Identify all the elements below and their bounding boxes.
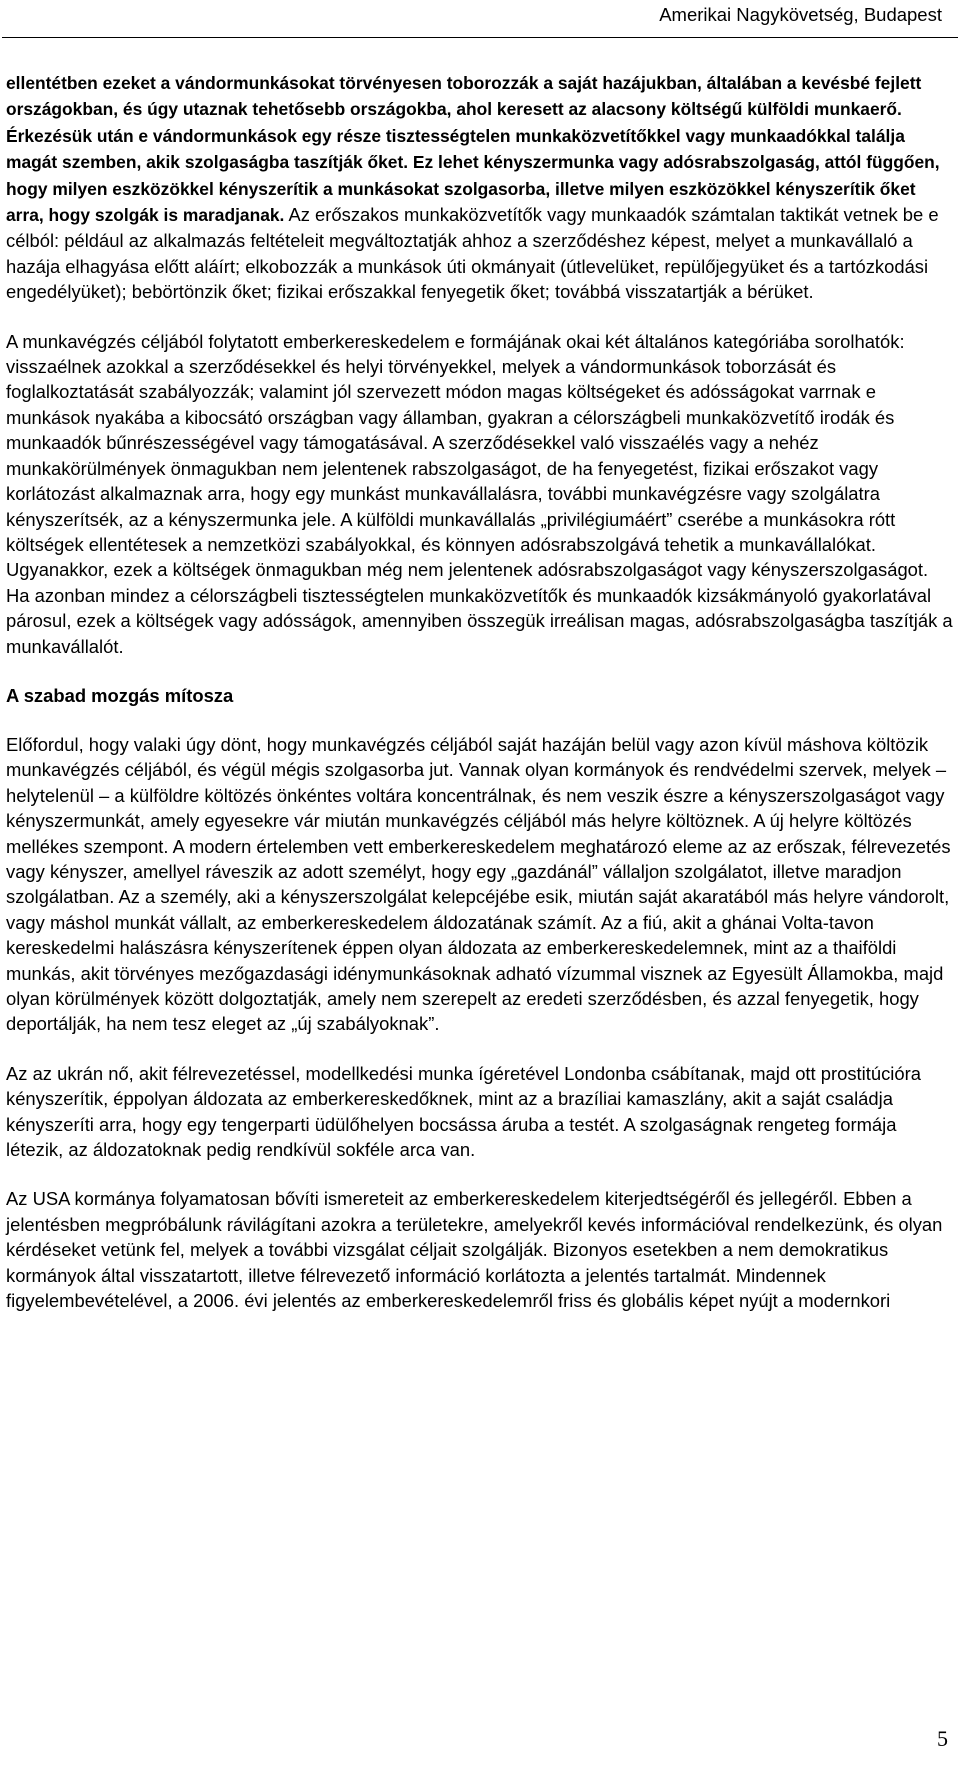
paragraph-3: Előfordul, hogy valaki úgy dönt, hogy munkavégzés céljából saját hazáján belül vagy azon kívül máshova költözik munkavégzés céljából, és végül mégis szolgasorba jut. Vannak olyan kormányok és rendvédelmi szervek, melyek – helytelenül – a külföldre költözés önkéntes voltára koncentrálnak, és nem veszik észre a kényszerszolgaságot vagy kényszermunkát, amely egyesekre vár miután munkavégzés céljából más helyre költöznek. A új helyre költözés mellékes szempont. A modern értelemben vett emberkereskedelem meghatározó eleme az az erőszak, félrevezetés vagy kényszer, amellyel ráveszik az adott személyt, hogy egy „gazdánál” vállaljon szolgálatot, illetve maradjon szolgálatban. Az a személy, aki a kényszerszolgálat kelepcéjébe esik, miután saját akaratából más helyre vándorolt, vagy máshol munkát vállalt, az emberkereskedelem áldozatának számít. Az a fiú, akit a ghánai Volta-tavon kereskedelmi halászásra kényszerítenek éppen olyan áldozata az emberkereskedelemnek, mint az a thaiföldi munkás, akit törvényes mezőgazdasági idénymunkásoknak adható vízummal visznek az Egyesült Államokba, majd olyan körülmények között dolgoztatják, amely nem szerepelt az eredeti szerződésben, és azzal fenyegetik, hogy deportálják, ha nem tesz eleget az „új szabályoknak”. [6, 733, 951, 1035]
paragraph-1 [6, 70, 954, 305]
section-heading: A szabad mozgás mítosza [6, 684, 234, 706]
paragraph-1-bold-text: ellentétben ezeket a vándormunkásokat törvényesen toborozzák a saját hazájukban, általában a kevésbé fejlett országokban, és úgy utaznak tehetősebb országokba, ahol keresett az alacsony költségű külföldi munkaerő. Érkezésük után e vándormunkások egy része tisztességtelen munkaközvetítőkkel vagy munkaadókkal találja magát szemben, akik szolgaságba taszítják őket. Ez lehet kényszermunka vagy adósrabszolgaság, attól függően, hogy milyen eszközökkel kényszerítik a munkásokat szolgasorba, illetve milyen eszközökkel kényszerítik őket arra, hogy szolgák is maradjanak. [6, 73, 940, 226]
header-divider [2, 37, 958, 38]
paragraph-gap [6, 659, 954, 683]
running-header: Amerikai Nagykövetség, Budapest [659, 4, 942, 25]
paragraph-gap [6, 1162, 954, 1186]
paragraph-4: Az az ukrán nő, akit félrevezetéssel, modellkedési munka ígéretével Londonba csábítanak, majd ott prostitúcióra kényszerítik, éppolyan áldozata az emberkereskedőknek, mint az a brazíliai kamaszlány, akit a saját családja kényszeríti arra, hogy egy tengerparti üdülőhelyen bocsássa áruba a testét. A szolgaságnak rengeteg formája létezik, az áldozatoknak pedig rendkívül sokféle arca van. [6, 1062, 921, 1161]
paragraph-gap [6, 708, 954, 732]
paragraph-1-regular-text: Az erőszakos munkaközvetítők vagy munkaadók számtalan taktikát vetnek be e célból: például az alkalmazás feltételeit megváltoztatják ahhoz a szerződéshez képest, melyet a munkavállaló a hazája elhagyása előtt aláírt; elkobozzák a munkások úti okmányait (útlevelüket, repülőjegyüket és a tartózkodási engedélyüket); bebörtönzik őket; fizikai erőszakkal fenyegetik őket; továbbá visszatartják a bérüket. [6, 204, 939, 303]
paragraph-5: Az USA kormánya folyamatosan bővíti ismereteit az emberkereskedelem kiterjedtségéről és jellegéről. Ebben a jelentésben megpróbálunk rávilágítani azokra a területekre, amelyekről kevés információval rendelkezünk, és olyan kérdéseket vetünk fel, melyek a további vizsgálat céljait szolgálják. Bizonyos esetekben a nem demokratikus kormányok által visszatartott, illetve félrevezető információ korlátozta a jelentés tartalmát. Mindennek figyelembevételével, a 2006. évi jelentés az emberkereskedelemről friss és globális képet nyújt a modernkori [6, 1188, 943, 1312]
paragraph-gap [6, 305, 954, 329]
paragraph-gap [6, 1037, 954, 1061]
paragraph-2: A munkavégzés céljából folytatott emberkereskedelem e formájának okai két általános kategóriába sorolhatók: visszaélnek azokkal a szerződésekkel és helyi törvényekkel, melyek a vándormunkások toborzását és foglalkoztatását szabályozzák; valamint jól szervezett módon magas költségeket és adósságokat varrnak e munkások nyakába a kibocsátó országban vagy államban, gyakran a célországbeli munkaközvetítő irodák és munkaadók bűnrészességével vagy támogatásával. A szerződésekkel való visszaélés vagy a nehéz munkakörülmények önmagukban nem jelentenek rabszolgaságot, de ha fenyegetést, fizikai erőszakot vagy korlátozást alkalmaznak arra, hogy egy munkást munkavállalásra, további munkavégzésre vagy szolgálatra kényszerítsék, az a kényszermunka jele. A külföldi munkavállalás „privilégiumáért” cserébe a munkásokra rótt költségek ellentétesek a nemzetközi szabályokkal, és könnyen adósrabszolgává tehetik a munkavállalókat. Ugyanakkor, ezek a költségek önmagukban még nem jelentenek adósrabszolgaságot vagy kényszerszolgaságot. Ha azonban mindez a célországbeli tisztességtelen munkaközvetítők és munkaadók kizsákmányoló gyakorlatával párosul, ezek a költségek vagy adósságok, amennyiben összegük irreálisan magas, adósrabszolgaságba taszítják a munkavállalót. [6, 330, 953, 657]
document-body [6, 70, 954, 1313]
page-number: 5 [937, 1726, 948, 1751]
